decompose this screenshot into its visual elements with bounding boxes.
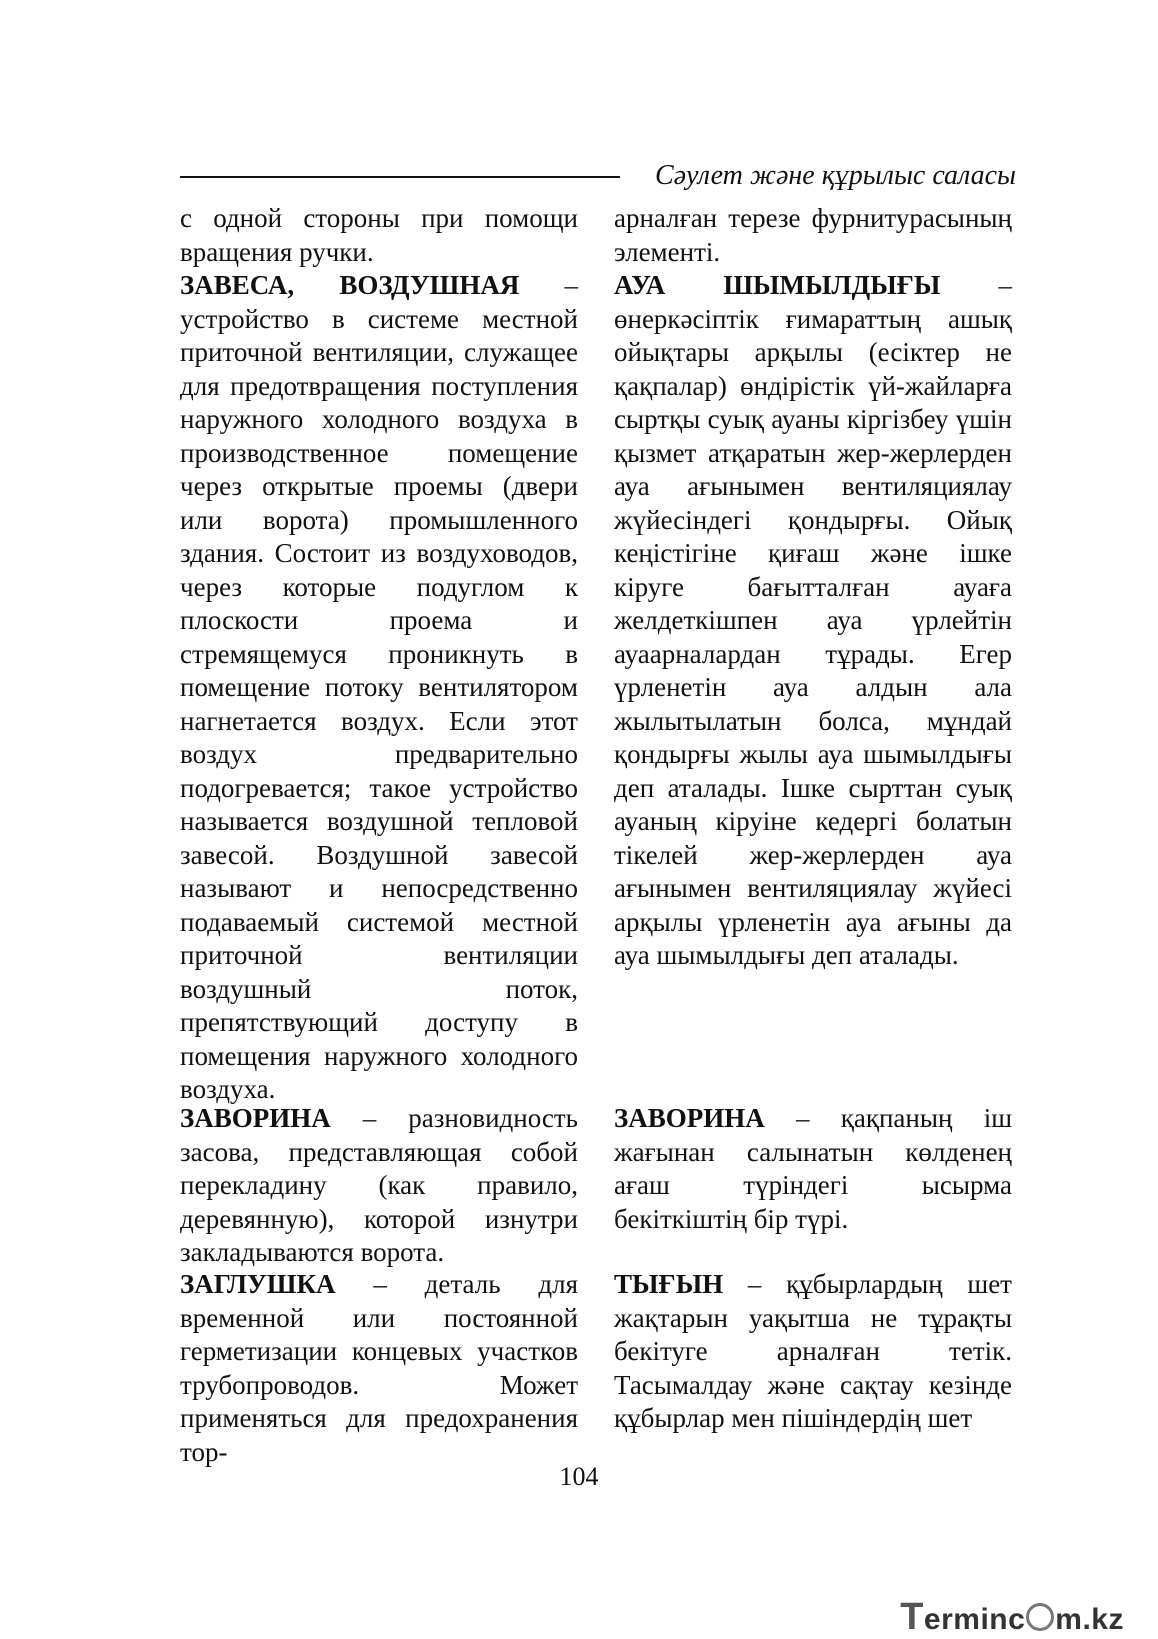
left-continuation bbox=[180, 202, 578, 1107]
header-rule bbox=[180, 176, 620, 178]
watermark-o-icon bbox=[1026, 1603, 1054, 1631]
definition-tygyn: – құбырлардың шет жақтарын уақытша не тұрақты бекітуге арналған тетік. Тасымалдау және сақтау кезінде құбырлар мен пішіндердің шет bbox=[614, 1269, 1012, 1433]
definition-zavorina-ru: – разновидность засова, представляющая собой перекладину (как правило, деревянную), которой изнутри закладываются ворота. bbox=[180, 1103, 578, 1267]
continuation-text: с одной стороны при помощи вращения ручки. bbox=[180, 203, 578, 267]
entry-zavesa bbox=[180, 269, 578, 1107]
definition-zavorina-kz: – қақпаның іш жағынан салынатын көлденең ағаш түріндегі ысырма бекіткіштің бір түрі. bbox=[614, 1103, 1012, 1234]
entry-zavorina-kz bbox=[614, 1102, 1012, 1236]
running-title: Сәулет және құрылыс саласы bbox=[654, 160, 1016, 191]
entry-tygyn bbox=[614, 1268, 1012, 1436]
definition-aua-shymyldygy: – өнеркәсіптік ғимараттың ашық ойықтары арқылы (есіктер не қақпалар) өндірістік үй-жайларға сыртқы суық ауаны кіргізбеу үшін қызмет атқаратын жер-жерлерден ауа ағынымен вентиляциялау жүйесіндегі қондырғы. Ойық кеңістігіне қиғаш және ішке кіруге бағытталған ауаға желдеткішпен ауа үрлейтін ауаарналардан тұрады. Егер үрленетін ауа алдын ала жылытылатын болса, мұндай қондырғы жылы ауа шымылдығы деп аталады. Ішке сырттан суық ауаның кіруіне кедергі болатын тікелей жер-жерлерден ауа ағынымен вентиляциялау жүйесі арқылы үрленетін ауа ағыны да ауа шымылдығы деп аталады. bbox=[614, 270, 1012, 970]
term-zavorina-kz: ЗАВОРИНА bbox=[614, 1103, 765, 1133]
term-tygyn: ТЫҒЫН bbox=[614, 1269, 724, 1299]
watermark-t: T bbox=[900, 1596, 924, 1638]
page-number: 104 bbox=[559, 1462, 599, 1491]
terminco-watermark bbox=[900, 1596, 1124, 1639]
term-aua-shymyldygy: АУА ШЫМЫЛДЫҒЫ bbox=[614, 270, 941, 300]
watermark-text-2: m.kz bbox=[1055, 1603, 1124, 1636]
term-zavorina-ru: ЗАВОРИНА bbox=[180, 1103, 331, 1133]
entry-zaglushka bbox=[180, 1268, 578, 1469]
definition-zavesa: – устройство в системе местной приточной вентиляции, служащее для предотвращения поступления наружного холодного воздуха в производственное помещение через открытые проемы (двери или ворота) промышленного здания. Состоит из воздуховодов, через которые подуглом к плоскости проема и стремящемуся проникнуть в помещение потоку вентилятором нагнетается воздух. Если этот воздух предварительно подогревается; такое устройство называется воздушной тепловой завесой. Воздушной завесой называют и непосредственно подаваемый системой местной приточной вентиляции воздушный поток, препятствующий доступу в помещения наружного холодного воздуха. bbox=[180, 270, 578, 1104]
watermark-text-1: erminc bbox=[923, 1603, 1026, 1636]
right-continuation bbox=[614, 202, 1012, 973]
definition-zaglushka: – деталь для временной или постоянной герметизации концевых участков трубопроводов. Может применяться для предохранения тор- bbox=[180, 1269, 578, 1467]
entry-zavorina-ru bbox=[180, 1102, 578, 1270]
continuation-text-kz: арналған терезе фурнитурасының элементі. bbox=[614, 203, 1012, 267]
entry-aua-shymyldygy bbox=[614, 269, 1012, 973]
term-zavesa: ЗАВЕСА, ВОЗДУШНАЯ bbox=[180, 270, 520, 300]
term-zaglushka: ЗАГЛУШКА bbox=[180, 1269, 336, 1299]
